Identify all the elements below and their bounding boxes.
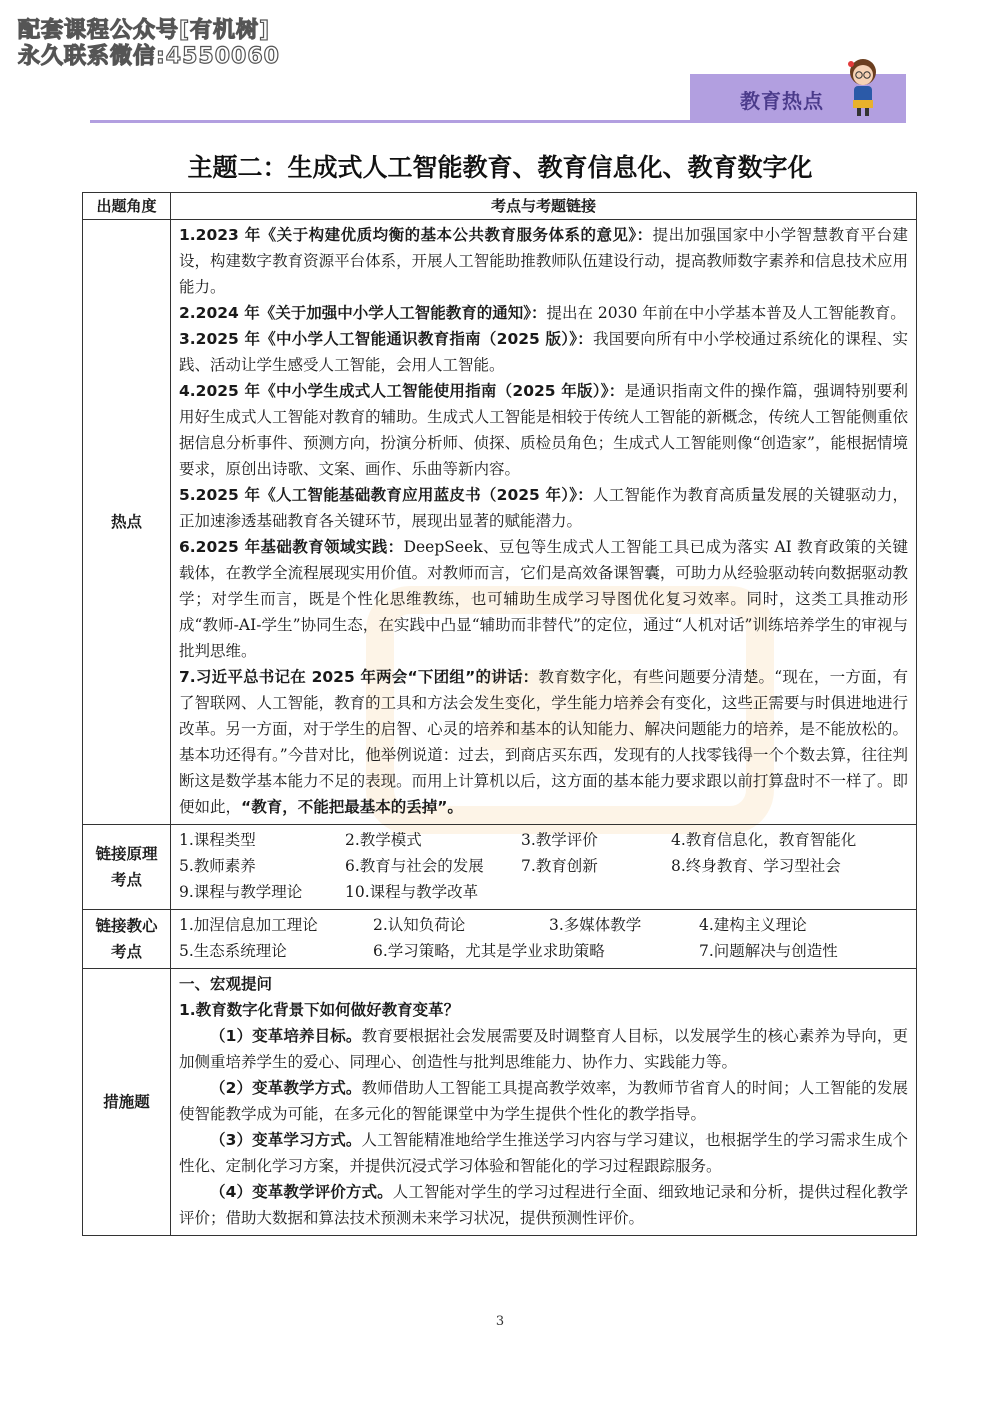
teacher-mascot-icon [842,56,884,118]
header-rule [90,120,906,123]
measures-row [83,969,917,1236]
list-item: 3.多媒体教学 [549,916,642,934]
list-item: 6.学习策略，尤其是学业求助策略 [373,942,605,960]
list-item: 9.课程与教学理论 [179,883,303,901]
measures-point-4: （4）变革教学评价方式。人工智能对学生的学习过程进行全面、细致地记录和分析，提供过程化教学评价；借助大数据和算法技术预测未来学习状况，提供预测性评价。 [179,1183,908,1227]
list-item: 2.认知负荷论 [373,916,466,934]
watermark-line-2: 永久联系微信:4550060 [18,44,280,69]
hot-item-7: 7.习近平总书记在 2025 年两会“下团组”的讲话：教育数字化，有些问题要分清楚。“现在，一方面，有了智联网、人工智能，教育的工具和方法会发生变化，学生能力培养会有变化，这些正需要与时俱进地进行改革。另一方面，对于学生的启智、心灵的培养和基本的认知能力、解决问题能力的培养，是不能放松的。基本功还得有。”今昔对比，他举例说道：过去，到商店买东西，发现有的人找零钱得一个个数去算，往往判断这是数学基本能力不足的表现。而用上计算机以后，这方面的基本能力要求跟以前打算盘时不一样了。即便如此，“教育，不能把最基本的丢掉”。 [179,668,908,816]
header-angle: 出题角度 [83,193,171,220]
topic-table [82,192,917,1236]
list-item: 5.生态系统理论 [179,942,287,960]
list-item: 1.加涅信息加工理论 [179,916,318,934]
list-item: 7.教育创新 [521,857,598,875]
list-item: 1.课程类型 [179,831,256,849]
header-points: 考点与考题链接 [171,193,917,220]
list-item: 2.教学模式 [345,831,422,849]
measures-question: 1.教育数字化背景下如何做好教育变革？ [179,1001,460,1019]
list-item: 3.教学评价 [521,831,598,849]
measures-label: 措施题 [83,969,171,1236]
hot-label: 热点 [83,220,171,825]
principle-grid [179,827,908,905]
psych-grid [179,912,908,964]
watermark-line-1: 配套课程公众号[有机树] [18,18,271,43]
hot-item-1: 1.2023 年《关于构建优质均衡的基本公共教育服务体系的意见》：提出加强国家中小学智慧教育平台建设，构建数字教育资源平台体系，开展人工智能助推教师队伍建设行动，提高教师数字素养和信息技术应用能力。 [179,226,908,296]
hot-content [171,220,917,825]
psych-label: 链接教心 考点 [83,910,171,969]
measures-heading: 一、宏观提问 [179,975,273,993]
list-item: 10.课程与教学改革 [345,883,479,901]
hot-row [83,220,917,825]
list-item: 5.教师素养 [179,857,256,875]
list-item: 7.问题解决与创造性 [699,942,838,960]
hot-item-5: 5.2025 年《人工智能基础教育应用蓝皮书（2025 年）》：人工智能作为教育高质量发展的关键驱动力，正加速渗透基础教育各关键环节，展现出显著的赋能潜力。 [179,486,908,530]
measures-point-2: （2）变革教学方式。教师借助人工智能工具提高教学效率，为教师节省育人的时间；人工智能的发展使智能教学成为可能，在多元化的智能课堂中为学生提供个性化的教学指导。 [179,1079,908,1123]
principle-label: 链接原理 考点 [83,825,171,910]
principle-content [171,825,917,910]
hot-item-4: 4.2025 年《中小学生成式人工智能使用指南（2025 年版）》：是通识指南文件的操作篇，强调特别要利用好生成式人工智能对教育的辅助。生成式人工智能是相较于传统人工智能的新概念，传统人工智能侧重依据信息分析事件、预测方向，扮演分析师、侦探、质检员角色；生成式人工智能则像“创造家”，能根据情境要求，原创出诗歌、文案、画作、乐曲等新内容。 [179,382,908,478]
psych-row [83,910,917,969]
hot-item-6: 6.2025 年基础教育领域实践：DeepSeek、豆包等生成式人工智能工具已成为落实 AI 教育政策的关键载体，在教学全流程展现实用价值。对教师而言，它们是高效备课智囊，可助力从经验驱动转向数据驱动教学；对学生而言，既是个性化思维教练，也可辅助生成学习导图优化复习效率。同时，这类工具推动形成“教师-AI-学生”协同生态，在实践中凸显“辅助而非替代”的定位，通过“人机对话”训练培养学生的审视与批判思维。 [179,538,908,660]
psych-content [171,910,917,969]
page-number: 3 [495,1314,505,1329]
section-tag-label: 教育热点 [740,89,824,113]
list-item: 4.建构主义理论 [699,916,807,934]
hot-item-2: 2.2024 年《关于加强中小学人工智能教育的通知》：提出在 2030 年前在中小学基本普及人工智能教育。 [179,304,906,322]
measures-point-3: （3）变革学习方式。人工智能精准地给学生推送学习内容与学习建议，也根据学生的学习需求生成个性化、定制化学习方案，并提供沉浸式学习体验和智能化的学习过程跟踪服务。 [179,1131,908,1175]
principle-row [83,825,917,910]
hot-item-3: 3.2025 年《中小学人工智能通识教育指南（2025 版）》：我国要向所有中小学校通过系统化的课程、实践、活动让学生感受人工智能，会用人工智能。 [179,330,908,374]
list-item: 4.教育信息化，教育智能化 [671,831,857,849]
table-header-row [83,193,917,220]
list-item: 6.教育与社会的发展 [345,857,484,875]
measures-content [171,969,917,1236]
document-title: 主题二：生成式人工智能教育、教育信息化、教育数字化 [187,153,813,182]
measures-point-1: （1）变革培养目标。教育要根据社会发展需要及时调整育人目标，以发展学生的核心素养为导向，更加侧重培养学生的爱心、同理心、创造性与批判思维能力、协作力、实践能力等。 [179,1027,908,1071]
list-item: 8.终身教育、学习型社会 [671,857,841,875]
watermark-text [18,18,280,70]
